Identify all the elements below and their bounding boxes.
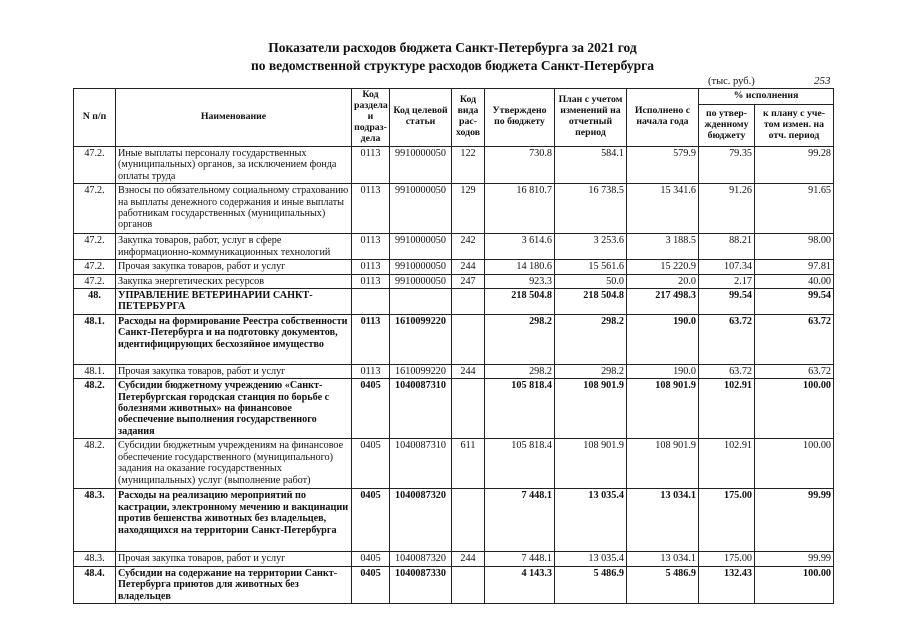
- cell-plan: 13 035.4: [555, 489, 627, 552]
- cell-statya: 9910000050: [390, 184, 452, 234]
- cell-pct-plan: 100.00: [755, 566, 834, 603]
- cell-pct-approved: 79.35: [699, 146, 755, 183]
- cell-pct-plan: 100.00: [755, 439, 834, 489]
- cell-statya: 1040087320: [390, 489, 452, 552]
- cell-name: Субсидии на содержание на территории Санкт-Петербурга приютов для животных без владельцев: [116, 566, 352, 603]
- header-razdel: Код раздела и подраз-дела: [352, 89, 390, 147]
- cell-vid: 244: [452, 260, 485, 274]
- cell-pct-approved: 88.21: [699, 234, 755, 260]
- cell-plan: 15 561.6: [555, 260, 627, 274]
- cell-statya: 9910000050: [390, 234, 452, 260]
- cell-vid: [452, 288, 485, 314]
- cell-executed: 579.9: [627, 146, 699, 183]
- header-executed: Исполнено с начала года: [627, 89, 699, 147]
- cell-razdel: 0113: [352, 314, 390, 364]
- cell-executed: 15 220.9: [627, 260, 699, 274]
- cell-num: 47.2.: [74, 184, 116, 234]
- cell-executed: 108 901.9: [627, 379, 699, 439]
- cell-name: Расходы на реализацию мероприятий по кастрации, электронному мечению и вакцинации против бешенства животных без владельцев, находящихся на территории Санкт-Петербурга: [116, 489, 352, 552]
- cell-num: 47.2.: [74, 274, 116, 288]
- cell-num: 48.1.: [74, 364, 116, 378]
- cell-razdel: 0113: [352, 146, 390, 183]
- report-title-line1: Показатели расходов бюджета Санкт-Петербурга за 2021 год: [268, 40, 637, 55]
- cell-pct-approved: 132.43: [699, 566, 755, 603]
- cell-approved: 3 614.6: [485, 234, 555, 260]
- cell-vid: [452, 314, 485, 364]
- table-row: [74, 439, 834, 489]
- cell-pct-plan: 63.72: [755, 314, 834, 364]
- cell-razdel: 0405: [352, 566, 390, 603]
- cell-approved: 105 818.4: [485, 379, 555, 439]
- table-row: [74, 314, 834, 364]
- cell-pct-plan: 99.54: [755, 288, 834, 314]
- cell-vid: [452, 489, 485, 552]
- report-title-line2: по ведомственной структуре расходов бюджета Санкт-Петербурга: [250, 58, 655, 73]
- cell-vid: 122: [452, 146, 485, 183]
- cell-name: Взносы по обязательному социальному страхованию на выплаты денежного содержания и иные выплаты работникам государственных (муниципальных) органов: [116, 184, 352, 234]
- cell-num: 47.2.: [74, 234, 116, 260]
- cell-approved: 218 504.8: [485, 288, 555, 314]
- cell-pct-plan: 100.00: [755, 379, 834, 439]
- cell-vid: 129: [452, 184, 485, 234]
- cell-pct-plan: 97.81: [755, 260, 834, 274]
- cell-plan: 5 486.9: [555, 566, 627, 603]
- header-vid: Код вида рас-ходов: [452, 89, 485, 147]
- cell-razdel: 0113: [352, 260, 390, 274]
- cell-approved: 105 818.4: [485, 439, 555, 489]
- cell-statya: 9910000050: [390, 260, 452, 274]
- cell-statya: [390, 288, 452, 314]
- cell-pct-plan: 91.65: [755, 184, 834, 234]
- cell-name: Субсидии бюджетным учреждениям на финансовое обеспечение государственного (муниципального) задания на оказание государственных (муниципальных) услуг (выполнение работ): [116, 439, 352, 489]
- cell-pct-plan: 40.00: [755, 274, 834, 288]
- cell-executed: 3 188.5: [627, 234, 699, 260]
- cell-razdel: 0405: [352, 379, 390, 439]
- cell-plan: 298.2: [555, 314, 627, 364]
- header-num: N п/п: [74, 89, 116, 147]
- cell-pct-approved: 99.54: [699, 288, 755, 314]
- table-row: [74, 184, 834, 234]
- cell-pct-approved: 107.34: [699, 260, 755, 274]
- cell-plan: 218 504.8: [555, 288, 627, 314]
- cell-executed: 190.0: [627, 314, 699, 364]
- cell-pct-plan: 99.28: [755, 146, 834, 183]
- cell-pct-approved: 175.00: [699, 489, 755, 552]
- header-name: Наименование: [116, 89, 352, 147]
- cell-num: 48.4.: [74, 566, 116, 603]
- cell-pct-plan: 99.99: [755, 489, 834, 552]
- cell-num: 47.2.: [74, 146, 116, 183]
- cell-plan: 298.2: [555, 364, 627, 378]
- cell-approved: 298.2: [485, 314, 555, 364]
- cell-statya: 1040087320: [390, 552, 452, 566]
- cell-pct-plan: 98.00: [755, 234, 834, 260]
- cell-name: Прочая закупка товаров, работ и услуг: [116, 260, 352, 274]
- cell-statya: 1610099220: [390, 314, 452, 364]
- cell-plan: 16 738.5: [555, 184, 627, 234]
- cell-num: 48.3.: [74, 552, 116, 566]
- table-row: [74, 234, 834, 260]
- cell-vid: 247: [452, 274, 485, 288]
- expenditure-table: [73, 88, 834, 604]
- cell-razdel: 0405: [352, 489, 390, 552]
- cell-vid: [452, 379, 485, 439]
- table-row: [74, 146, 834, 183]
- cell-executed: 190.0: [627, 364, 699, 378]
- cell-num: 48.: [74, 288, 116, 314]
- cell-name: Закупка товаров, работ, услуг в сфере информационно-коммуникационных технологий: [116, 234, 352, 260]
- cell-razdel: 0405: [352, 552, 390, 566]
- table-row: [74, 566, 834, 603]
- cell-razdel: [352, 288, 390, 314]
- cell-statya: 9910000050: [390, 146, 452, 183]
- cell-pct-approved: 91.26: [699, 184, 755, 234]
- table-row: [74, 379, 834, 439]
- cell-vid: 611: [452, 439, 485, 489]
- header-statya: Код целевой статьи: [390, 89, 452, 147]
- cell-num: 48.1.: [74, 314, 116, 364]
- cell-name: Субсидии бюджетному учреждению «Санкт-Петербургская городская станция по борьбе с болезнями животных» на финансовое обеспечение выполнения государственного задания: [116, 379, 352, 439]
- cell-razdel: 0405: [352, 439, 390, 489]
- cell-approved: 4 143.3: [485, 566, 555, 603]
- units-label: (тыс. руб.): [708, 76, 755, 87]
- cell-executed: 108 901.9: [627, 439, 699, 489]
- table-row: [74, 274, 834, 288]
- cell-plan: 50.0: [555, 274, 627, 288]
- cell-executed: 15 341.6: [627, 184, 699, 234]
- cell-razdel: 0113: [352, 364, 390, 378]
- cell-num: 48.2.: [74, 439, 116, 489]
- cell-approved: 7 448.1: [485, 489, 555, 552]
- cell-razdel: 0113: [352, 184, 390, 234]
- cell-approved: 730.8: [485, 146, 555, 183]
- cell-num: 48.2.: [74, 379, 116, 439]
- cell-pct-approved: 2.17: [699, 274, 755, 288]
- cell-statya: 9910000050: [390, 274, 452, 288]
- cell-pct-plan: 99.99: [755, 552, 834, 566]
- cell-pct-approved: 102.91: [699, 379, 755, 439]
- cell-approved: 7 448.1: [485, 552, 555, 566]
- cell-name: Расходы на формирование Реестра собственности Санкт-Петербурга и на подготовку документов, идентифицирующих бесхозяйное имущество: [116, 314, 352, 364]
- header-pct-group: % исполнения: [699, 89, 834, 105]
- header-approved: Утверждено по бюджету: [485, 89, 555, 147]
- header-plan: План с учетом изменений на отчетный период: [555, 89, 627, 147]
- cell-name: Прочая закупка товаров, работ и услуг: [116, 364, 352, 378]
- cell-vid: 244: [452, 364, 485, 378]
- cell-executed: 5 486.9: [627, 566, 699, 603]
- table-row: [74, 260, 834, 274]
- cell-plan: 13 035.4: [555, 552, 627, 566]
- header-pct-plan: к плану с уче-том измен. на отч. период: [755, 105, 834, 147]
- cell-plan: 108 901.9: [555, 379, 627, 439]
- cell-name: Прочая закупка товаров, работ и услуг: [116, 552, 352, 566]
- cell-statya: 1610099220: [390, 364, 452, 378]
- table-body: [74, 146, 834, 603]
- cell-vid: 242: [452, 234, 485, 260]
- cell-razdel: 0113: [352, 274, 390, 288]
- table-row: [74, 288, 834, 314]
- cell-statya: 1040087310: [390, 439, 452, 489]
- cell-pct-approved: 102.91: [699, 439, 755, 489]
- cell-name: Иные выплаты персоналу государственных (муниципальных) органов, за исключением фонда оплаты труда: [116, 146, 352, 183]
- cell-vid: [452, 566, 485, 603]
- cell-approved: 14 180.6: [485, 260, 555, 274]
- table-row: [74, 364, 834, 378]
- cell-approved: 298.2: [485, 364, 555, 378]
- cell-plan: 3 253.6: [555, 234, 627, 260]
- cell-pct-approved: 63.72: [699, 364, 755, 378]
- cell-executed: 13 034.1: [627, 552, 699, 566]
- cell-statya: 1040087330: [390, 566, 452, 603]
- cell-pct-plan: 63.72: [755, 364, 834, 378]
- cell-statya: 1040087310: [390, 379, 452, 439]
- cell-executed: 20.0: [627, 274, 699, 288]
- cell-pct-approved: 63.72: [699, 314, 755, 364]
- cell-approved: 923.3: [485, 274, 555, 288]
- cell-name: УПРАВЛЕНИЕ ВЕТЕРИНАРИИ САНКТ-ПЕТЕРБУРГА: [116, 288, 352, 314]
- cell-vid: 244: [452, 552, 485, 566]
- cell-name: Закупка энергетических ресурсов: [116, 274, 352, 288]
- cell-executed: 217 498.3: [627, 288, 699, 314]
- cell-razdel: 0113: [352, 234, 390, 260]
- cell-executed: 13 034.1: [627, 489, 699, 552]
- cell-plan: 584.1: [555, 146, 627, 183]
- cell-approved: 16 810.7: [485, 184, 555, 234]
- table-row: [74, 552, 834, 566]
- table-row: [74, 489, 834, 552]
- cell-plan: 108 901.9: [555, 439, 627, 489]
- header-pct-approved: по утвер-жденному бюджету: [699, 105, 755, 147]
- page-number: 253: [814, 75, 831, 87]
- cell-num: 47.2.: [74, 260, 116, 274]
- cell-pct-approved: 175.00: [699, 552, 755, 566]
- cell-num: 48.3.: [74, 489, 116, 552]
